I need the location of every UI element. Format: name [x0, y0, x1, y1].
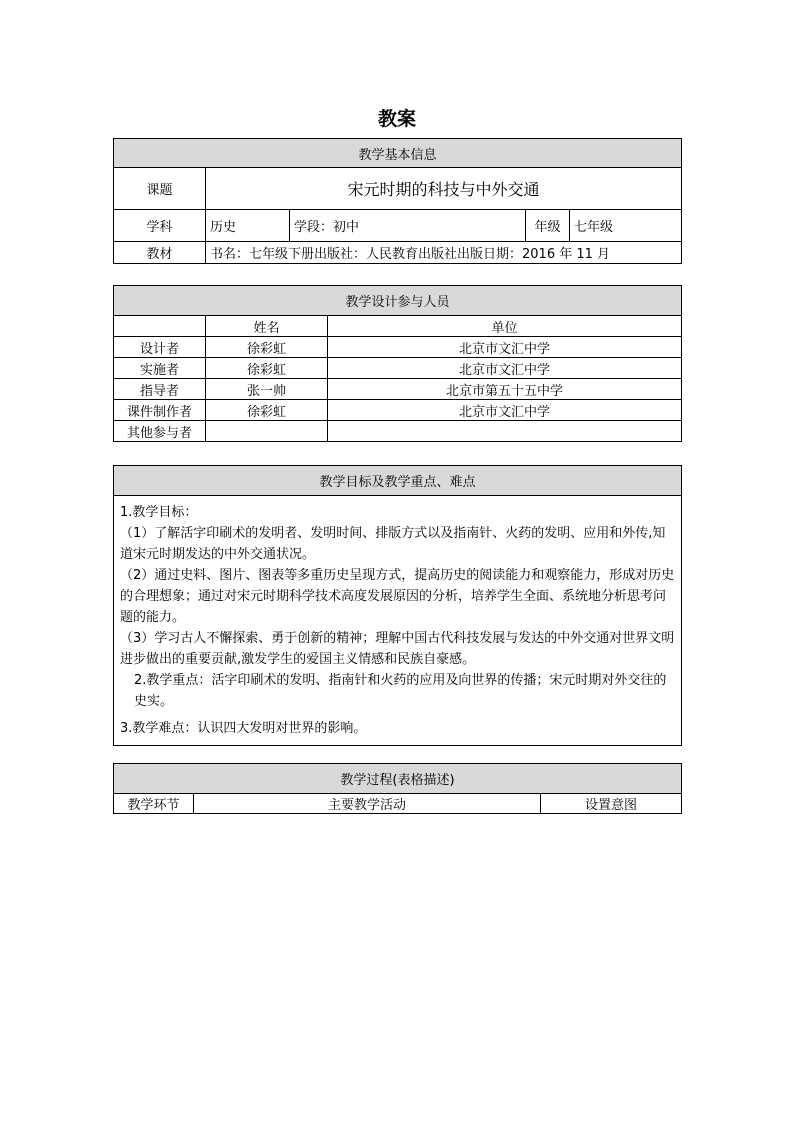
objectives-table — [113, 465, 682, 746]
participant-name: 徐彩虹 — [206, 337, 328, 358]
process-header: 教学过程(表格描述) — [114, 764, 682, 794]
participant-role: 其他参与者 — [114, 421, 206, 442]
stage-text: 学段：初中 — [290, 210, 526, 242]
participant-role: 设计者 — [114, 337, 206, 358]
difficulty: 3.教学难点：认识四大发明对世界的影响。 — [120, 721, 367, 736]
lesson-title: 宋元时期的科技与中外交通 — [206, 168, 682, 210]
page-title: 教案 — [377, 108, 416, 130]
grade-label: 年级 — [526, 210, 570, 242]
subject-label: 学科 — [114, 210, 206, 242]
participant-role: 课件制作者 — [114, 400, 206, 421]
participant-name: 徐彩虹 — [206, 358, 328, 379]
participant-unit — [328, 421, 682, 442]
goal-title: 1.教学目标： — [120, 505, 198, 520]
col-intent-header: 设置意图 — [541, 794, 682, 814]
participant-unit: 北京市文汇中学 — [328, 358, 682, 379]
table-row — [114, 421, 682, 442]
participant-unit: 北京市文汇中学 — [328, 400, 682, 421]
col-stage-header: 教学环节 — [114, 794, 194, 814]
goal-item-1: （1）了解活字印刷术的发明者、发明时间、排版方式以及指南针、火药的发明、应用和外传,知道宋元时期发达的中外交通状况。 — [120, 526, 666, 562]
subject-value: 历史 — [206, 210, 290, 242]
participants-table — [113, 285, 682, 442]
material-label: 教材 — [114, 242, 206, 264]
key-points: 2.教学重点：活字印刷术的发明、指南针和火药的应用及向世界的传播；宋元时期对外交往的史实。 — [134, 673, 667, 709]
objectives-body — [114, 496, 682, 746]
grade-value: 七年级 — [570, 210, 682, 242]
col-unit-header: 单位 — [328, 316, 682, 337]
goal-item-2: （2）通过史料、图片、图表等多重历史呈现方式，提高历史的阅读能力和观察能力，形成对历史的合理想象；通过对宋元时期科学技术高度发展原因的分析，培养学生全面、系统地分析思考问题的能力。 — [120, 568, 675, 625]
basic-info-header: 教学基本信息 — [114, 139, 682, 168]
table-row — [114, 337, 682, 358]
participant-name — [206, 421, 328, 442]
objectives-header: 教学目标及教学重点、难点 — [114, 466, 682, 496]
participant-unit: 北京市文汇中学 — [328, 337, 682, 358]
lesson-label: 课题 — [114, 168, 206, 210]
participant-unit: 北京市第五十五中学 — [328, 379, 682, 400]
empty-corner-cell — [114, 316, 206, 337]
participant-name: 张一帅 — [206, 379, 328, 400]
table-row — [114, 358, 682, 379]
table-row — [114, 379, 682, 400]
participant-name: 徐彩虹 — [206, 400, 328, 421]
basic-info-table — [113, 138, 682, 264]
table-row — [114, 400, 682, 421]
goal-item-3: （3）学习古人不懈探索、勇于创新的精神；理解中国古代科技发展与发达的中外交通对世界文明进步做出的重要贡献,激发学生的爱国主义情感和民族自豪感。 — [120, 631, 675, 667]
col-activity-header: 主要教学活动 — [194, 794, 541, 814]
material-value: 书名：七年级下册出版社：人民教育出版社出版日期：2016 年 11 月 — [206, 242, 682, 264]
participant-role: 指导者 — [114, 379, 206, 400]
process-table — [113, 763, 682, 814]
col-name-header: 姓名 — [206, 316, 328, 337]
participants-header: 教学设计参与人员 — [114, 286, 682, 316]
participant-role: 实施者 — [114, 358, 206, 379]
